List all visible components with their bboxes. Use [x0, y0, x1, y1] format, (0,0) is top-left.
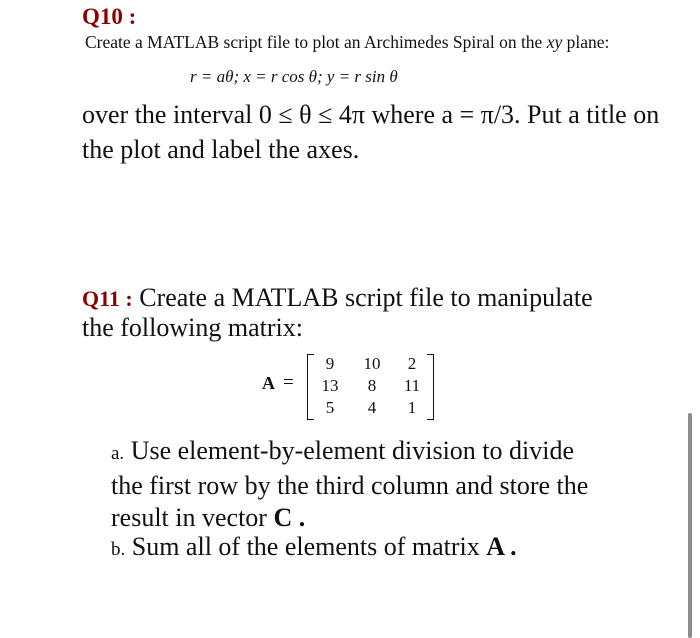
matrix-cell-1-1: 8 [367, 376, 377, 395]
matrix-cell-2-2: 1 [407, 398, 417, 417]
part-a-vector-name: C [273, 503, 293, 532]
q11-label: Q11 : [82, 286, 133, 311]
part-a-marker: a. [111, 443, 125, 464]
part-a-text: Use element-by-element division to divide the first row by the third column and store the result in vector [111, 436, 589, 532]
part-b-matrix-name: A [486, 532, 504, 561]
matrix-cell-2-0: 5 [325, 398, 335, 417]
matrix-right-bracket [427, 354, 434, 420]
part-b-marker: b. [111, 539, 126, 560]
matrix-cell-2-1: 4 [367, 398, 377, 417]
spiral-formula: r = aθ; x = r cos θ; y = r sin θ [190, 67, 398, 86]
q11-part-b [111, 531, 611, 566]
q10-intro-prefix: Create a MATLAB script file to plot an Archimedes Spiral on the [85, 32, 547, 52]
matrix-cell-1-0: 13 [321, 376, 339, 395]
matrix-cell-0-1: 10 [363, 354, 381, 373]
part-b-end: . [503, 532, 517, 561]
vertical-scrollbar[interactable] [688, 413, 692, 638]
q10-body: over the interval 0 ≤ θ ≤ 4π where a = π/3. Put a title on the plot and label the axes. [82, 100, 660, 164]
q11-intro-line2: the following matrix: [82, 313, 303, 342]
matrix-name: A [262, 373, 275, 393]
matrix-cell-0-2: 2 [407, 354, 417, 373]
q10-intro [85, 32, 609, 53]
q10-intro-suffix: plane: [562, 32, 610, 52]
q10-intro-var: xy [546, 32, 563, 52]
q11-heading [82, 283, 593, 313]
part-b-text: Sum all of the elements of matrix [125, 532, 487, 561]
q11-part-a [111, 435, 611, 534]
q11-intro: Create a MATLAB script file to manipulate [132, 283, 593, 312]
matrix-cell-1-2: 11 [403, 376, 421, 395]
q10-label: Q10 : [82, 4, 137, 29]
matrix-equals: = [283, 372, 294, 393]
part-a-end: . [292, 503, 306, 532]
matrix-cell-0-0: 9 [325, 354, 335, 373]
matrix-left-bracket [307, 354, 314, 420]
